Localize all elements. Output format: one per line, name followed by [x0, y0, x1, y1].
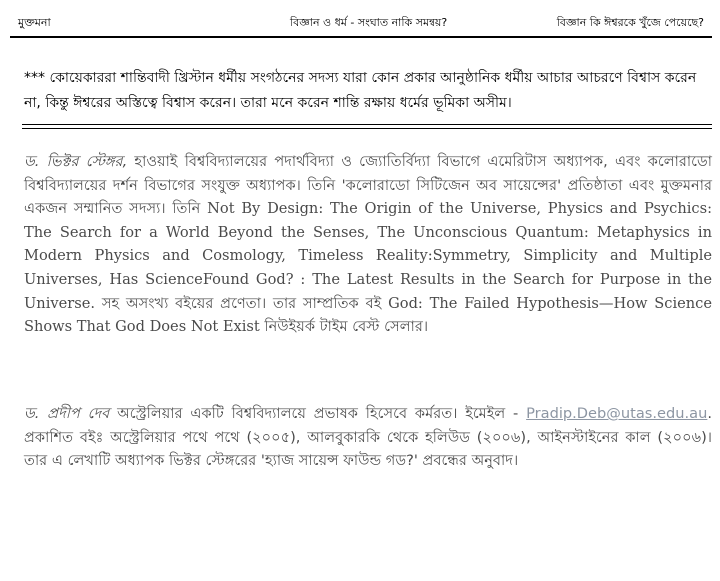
bio-text: . প্রকাশিত বইঃ অস্ট্রেলিয়ার পথে পথে (২০০৫), আলবুকারকি থেকে হলিউড (২০০৬), আইনস্টাইনের কাল (২০০৬)। তার এ লেখাটি অধ্যাপক ভিক্টর স্টেঙ্গরের 'হ্যাজ সায়েন্স ফাউন্ড গড?' প্রবন্ধের অনুবাদ। — [24, 405, 712, 470]
author-name-deb: ড. প্রদীপ দেব — [24, 405, 110, 422]
email-link[interactable]: Pradip.Deb@utas.edu.au — [526, 405, 708, 422]
bio-text: অস্ট্রেলিয়ার একটি বিশ্ববিদ্যালয়ে প্রভাষক হিসেবে কর্মরত। ইমেইল - — [109, 405, 527, 422]
header-section-title: বিজ্ঞান ও ধর্ম - সংঘাত নাকি সমন্বয়? — [290, 16, 448, 29]
recent-book-title: God: The Failed Hypothesis—How Science Shows That God Does Not Exist — [24, 294, 712, 336]
bio-text: সহ অসংখ্য বইয়ের প্রণেতা। তার সাম্প্রতিক বই — [95, 294, 389, 312]
footnote-double-underline — [22, 128, 712, 129]
bio-text: নিউইয়র্ক টাইম বেস্ট সেলার। — [259, 318, 429, 336]
book-list: Not By Design: The Origin of the Universe, Physics and Psychics: The Search for a World Beyond the Senses, The Unconscious Quantum: Metaphysics in Modern Physics and Cosmology, Timeless Reality:Symmetry, Simplicity and Multiple Universes, Has ScienceFound God? : The Latest Results in the Search for Purpose in the Universe. — [24, 200, 712, 312]
header-article-title: বিজ্ঞান কি ঈশ্বরকে খুঁজে পেয়েছে? — [556, 16, 704, 29]
author-bio-deb — [24, 402, 712, 473]
footnote-underline — [22, 124, 712, 125]
bio-text: হাওয়াই বিশ্ববিদ্যালয়ের পদার্থবিদ্যা ও জ্যোতির্বিদ্যা বিভাগে এমেরিটাস অধ্যাপক, এবং কলোরাডো বিশ্ববিদ্যালয়ের দর্শন বিভাগের সংযুক্ত অধ্যাপক। তিনি 'কলোরাডো সিটিজেন অব সায়েন্সের' প্রতিষ্ঠাতা এবং মুক্তমনার একজন সম্মানিত সদস্য। তিনি — [24, 153, 712, 218]
header-divider — [10, 36, 712, 38]
header-site-name: মুক্তমনা — [18, 16, 51, 29]
author-bio-stenger — [24, 150, 712, 339]
author-name-stenger: ড. ভিক্টর স্টেঙ্গর, — [24, 153, 128, 170]
footnote-quakers: *** কোয়েকাররা শান্তিবাদী খ্রিস্টান ধর্মীয় সংগঠনের সদস্য যারা কোন প্রকার আনুষ্ঠানিক ধর্মীয় আচার আচরণে বিশ্বাস করেন না, কিন্তু ঈশ্বরের অস্তিত্বে বিশ্বাস করেন। তারা মনে করেন শান্তি রক্ষায় ধর্মের ভূমিকা অসীম। — [24, 70, 697, 111]
